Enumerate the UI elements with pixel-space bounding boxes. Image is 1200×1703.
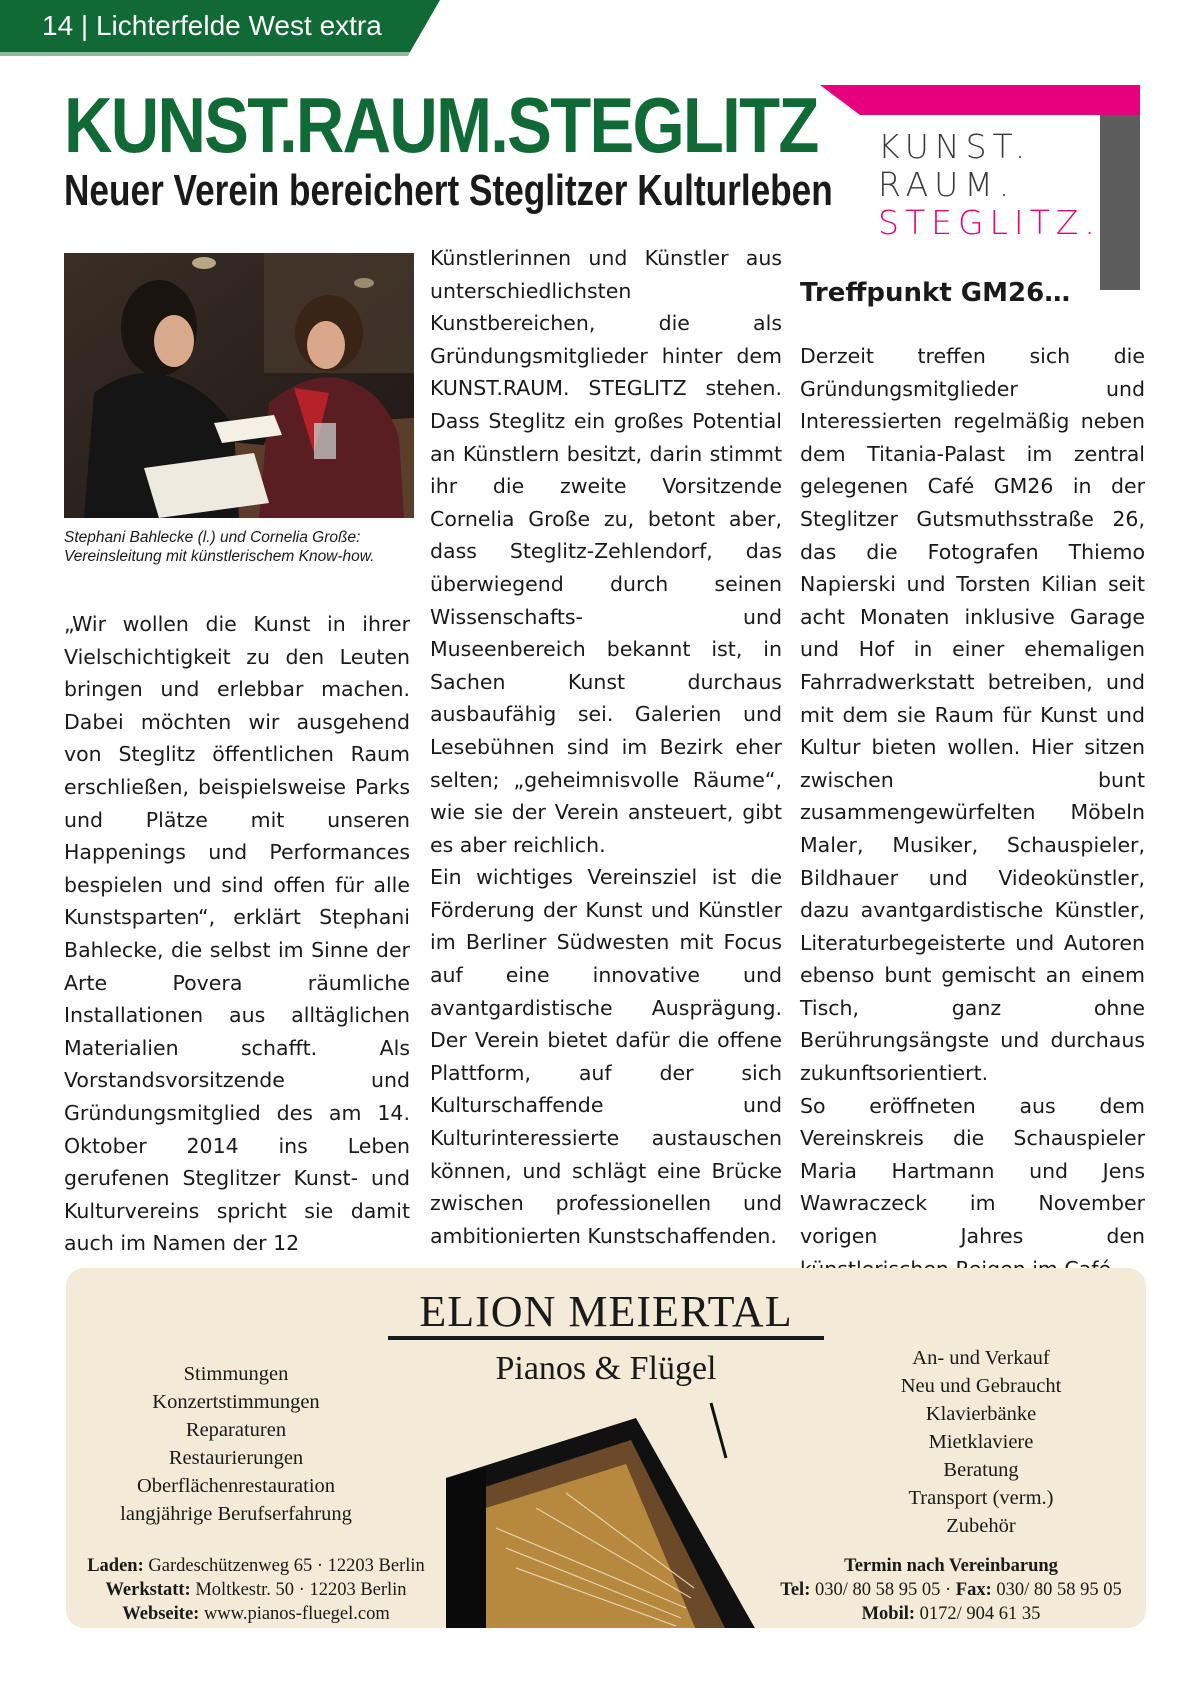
article-column-2 bbox=[430, 242, 782, 1252]
ad-services-list bbox=[86, 1360, 386, 1528]
ad-fax-number: 030/ 80 58 95 05 bbox=[996, 1580, 1122, 1600]
ad-mobile-label: Mobil: bbox=[861, 1604, 916, 1624]
ad-offer-item: Mietklaviere bbox=[928, 1431, 1034, 1453]
ad-tagline: Pianos & Flügel bbox=[495, 1350, 717, 1387]
kunst-raum-logo bbox=[820, 85, 1140, 290]
ad-phone-line bbox=[756, 1578, 1146, 1602]
ad-offer-item: Transport (verm.) bbox=[908, 1487, 1054, 1509]
ad-contact-block bbox=[756, 1554, 1146, 1626]
ad-offer-item: Beratung bbox=[943, 1459, 1019, 1481]
ad-web-label: Webseite: bbox=[122, 1604, 200, 1624]
ad-separator: · bbox=[940, 1580, 956, 1600]
logo-line-raum: RAUM. bbox=[878, 165, 1016, 204]
article-photo bbox=[64, 253, 414, 518]
ad-workshop-label: Werkstatt: bbox=[105, 1580, 191, 1600]
column-1-paragraph: „Wir wollen die Kunst in ihrer Vielschichtigkeit zu den Leuten bringen und erlebbar machen. Dabei möchten wir ausgehend von Steglitz öffentlichen Raum erschließen, beispielsweise Parks und Plätze mit unseren Happenings und Performances bespielen und sind offen für alle Kunstsparten“, erklärt Stephani Bahlecke, die selbst im Sinne der Arte Povera räumliche Installationen aus alltäglichen Materialien schafft. Als Vorstandsvorsitzende und Gründungsmitglied des am 14. Oktober 2014 ins Leben gerufenen Steglitzer Kunst- und Kulturvereins spricht sie damit auch im Namen der 12 bbox=[64, 612, 410, 1256]
ad-web-line bbox=[66, 1602, 446, 1626]
ad-appointment-note: Termin nach Vereinbarung bbox=[844, 1556, 1058, 1576]
column-2-paragraph-1: Künstlerinnen und Künstler aus unterschiedlichsten Kunstbereichen, die als Gründungsmitglieder hinter dem KUNST.RAUM. STEGLITZ stehen. Dass Steglitz ein großes Potential an Künstlern besitzt, darin stimmt ihr die zweite Vorsitzende Cornelia Große zu, betont aber, dass Steglitz-Zehlendorf, das überwiegend durch seinen Wissenschafts- und Museenbereich bekannt ist, in Sachen Kunst durchaus ausbaufähig sei. Galerien und Lesebühnen sind im Bezirk eher selten; „geheimnisvolle Räume“, wie sie der Verein ansteuert, gibt es aber reichlich. bbox=[430, 246, 782, 857]
ad-offer-item: An- und Verkauf bbox=[912, 1347, 1050, 1369]
ad-service-item: Reparaturen bbox=[185, 1419, 287, 1441]
ad-shop-address: Gardeschützenweg 65 · 12203 Berlin bbox=[148, 1556, 425, 1576]
article-title: KUNST.RAUM.STEGLITZ bbox=[64, 81, 818, 169]
ad-service-item: Konzertstimmungen bbox=[152, 1391, 320, 1413]
ad-mobile-number: 0172/ 904 61 35 bbox=[919, 1604, 1041, 1624]
ad-shop-line bbox=[66, 1554, 446, 1578]
logo-line-steglitz: STEGLITZ. bbox=[878, 203, 1101, 242]
ad-service-item: Stimmungen bbox=[183, 1363, 289, 1385]
ad-brand-underline bbox=[388, 1336, 824, 1340]
ad-brand-name: ELION MEIERTAL bbox=[419, 1287, 793, 1336]
column-3-paragraph-1: Derzeit treffen sich die Gründungsmitglieder und Interessierten regelmäßig neben dem Titania-Palast im zentral gelegenen Café GM26 in der Steglitzer Gutsmuthsstraße 26, das die Fotografen Thiemo Napierski und Torsten Kilian seit acht Monaten inklusive Garage und Hof in einer ehemaligen Fahrradwerkstatt betreiben, und mit dem sie Raum für Kunst und Kultur bieten wollen. Hier sitzen zwischen bunt zusammengewürfelten Möbeln Maler, Musiker, Schauspieler, Bildhauer und Videokünstler, dazu avantgardistische Künstler, Literaturbegeisterte und Autoren ebenso bunt gemischt an einem Tisch, ganz ohne Berührungsängste und durchaus zukunftsorientiert. bbox=[800, 344, 1145, 1086]
ad-website-link[interactable]: www.pianos-fluegel.com bbox=[203, 1604, 390, 1624]
grand-piano-image bbox=[426, 1398, 786, 1628]
ad-shop-label: Laden: bbox=[87, 1556, 144, 1576]
ad-offer-item: Klavierbänke bbox=[925, 1403, 1037, 1425]
column-3-paragraph-2: So eröffneten aus dem Vereinskreis die Schauspieler Maria Hartmann und Jens Wawraczeck im November vorigen Jahres den bbox=[800, 1093, 1145, 1249]
section-header-tab bbox=[0, 0, 452, 56]
ad-tel-number: 030/ 80 58 95 05 bbox=[814, 1580, 941, 1600]
ad-offer-item: Neu und Gebraucht bbox=[900, 1375, 1062, 1397]
column-3-heading: Treffpunkt GM26… bbox=[800, 278, 1071, 308]
ad-tel-label: Tel: bbox=[780, 1580, 811, 1600]
photo-caption: Stephani Bahlecke (l.) und Cornelia Große: Vereinsleitung mit künstlerischem Know-how. bbox=[64, 529, 375, 565]
ad-workshop-line bbox=[66, 1578, 446, 1602]
ad-offers-list bbox=[836, 1344, 1126, 1540]
section-label: 14 | Lichterfelde West extra bbox=[42, 10, 382, 41]
logo-line-kunst: KUNST. bbox=[878, 127, 1032, 166]
ad-mobile-line bbox=[756, 1602, 1146, 1626]
ad-service-item: Oberflächenrestauration bbox=[136, 1475, 336, 1497]
ad-service-item: langjährige Berufserfahrung bbox=[120, 1503, 352, 1525]
piano-advertisement bbox=[66, 1268, 1146, 1628]
column-2-paragraph-2: Ein wichtiges Vereinsziel ist die Förderung der Kunst und Künstler im Berliner Südwesten mit Focus auf eine innovative und avantgardistische Ausprägung. Der Verein bietet dafür die offene Plattform, auf der sich Kulturschaffende und Kulturinteressierte austauschen können, und schlägt eine Brücke zwischen professionellen und ambitionierten Kunstschaffenden. bbox=[430, 865, 782, 1248]
ad-fax-label: Fax: bbox=[955, 1580, 992, 1600]
ad-service-item: Restaurierungen bbox=[168, 1447, 304, 1469]
ad-offer-item: Zubehör bbox=[946, 1515, 1016, 1537]
article-subtitle: Neuer Verein bereichert Steglitzer Kulturleben bbox=[64, 166, 833, 215]
article-column-1 bbox=[64, 608, 410, 1260]
ad-address-block bbox=[66, 1554, 446, 1626]
photo-illustration bbox=[64, 253, 414, 518]
ad-workshop-address: Moltkestr. 50 · 12203 Berlin bbox=[195, 1580, 407, 1600]
article-column-3 bbox=[800, 340, 1145, 1285]
